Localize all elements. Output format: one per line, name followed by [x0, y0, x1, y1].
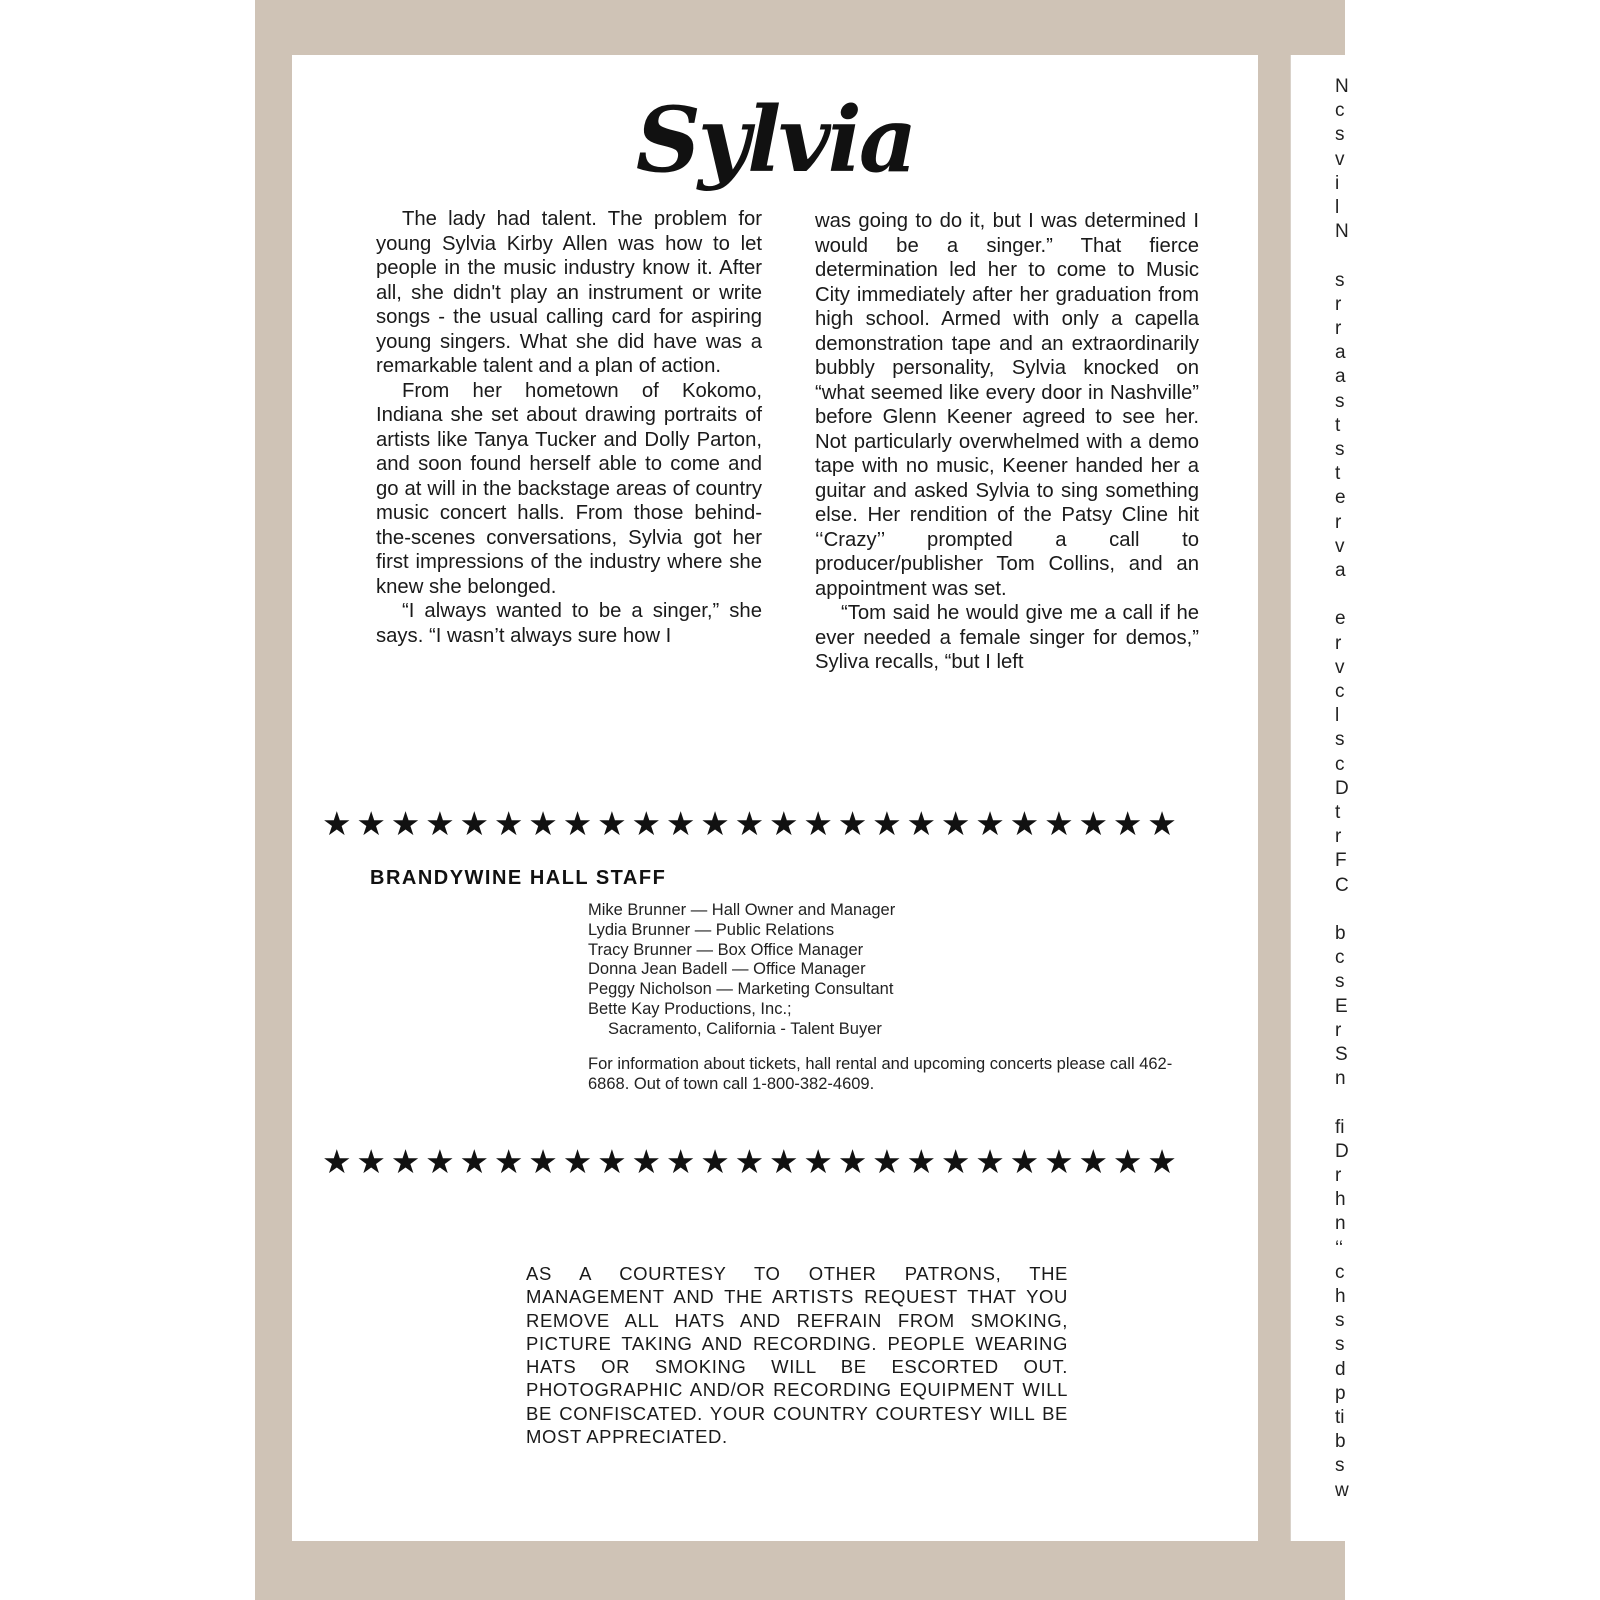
- adjacent-page-fragment: a: [1335, 342, 1346, 364]
- staff-member: Bette Kay Productions, Inc.;: [588, 999, 792, 1018]
- adjacent-page-fragment: s: [1335, 390, 1345, 412]
- contact-info: For information about tickets, hall rental and upcoming concerts please call 462-6868. Out of town call 1-800-382-4609.: [588, 1055, 1173, 1093]
- adjacent-page-fragment: s: [1335, 971, 1345, 993]
- adjacent-page-fragment: b: [1335, 923, 1346, 944]
- adjacent-page-fragment: ti: [1335, 1407, 1345, 1428]
- article-paragraph: The lady had talent. The problem for young Sylvia Kirby Allen was how to let people in the music industry know it. After all, she didn't play an instrument or write songs - the usual calling card for aspiring young singers. What she did have was a remarkable talent and a plan of action.: [376, 208, 762, 377]
- adjacent-page-fragment: r: [1335, 826, 1342, 848]
- article-paragraph: was going to do it, but I was determined I would be a singer.” That fierce determination led her to come to Music City immediately after her graduation from high school. Armed with only a capella demonstration tape and an extraordinarily bubbly personality, Sylvia knocked on “what seemed like every door in Nashville” before Glenn Keener agreed to see her. Not particularly overwhelmed with a demo tape with no music, Keener handed her a guitar and asked Sylvia to sing something else. Her rendition of the Patsy Cline hit ‘‘Crazy’’ prompted a call to producer/publisher Tom Collins, and an appointment was set.: [815, 210, 1199, 600]
- adjacent-page-fragment: e: [1335, 608, 1346, 630]
- adjacent-page-fragment: t: [1335, 802, 1341, 823]
- adjacent-page-fragment: a: [1335, 560, 1346, 581]
- adjacent-page-fragment: h: [1335, 1189, 1346, 1211]
- adjacent-page-fragment: p: [1335, 1382, 1346, 1404]
- star-divider-top: ★★★★★★★★★★★★★★★★★★★★★★★★★: [322, 805, 1182, 842]
- adjacent-page-fragment: b: [1335, 1431, 1346, 1453]
- adjacent-page-fragment: a: [1335, 366, 1346, 388]
- adjacent-page-fragment: c: [1335, 1261, 1345, 1283]
- adjacent-page-fragment: D: [1335, 777, 1349, 799]
- adjacent-page-fragment: s: [1335, 729, 1345, 751]
- adjacent-page-fragment: e: [1335, 487, 1346, 509]
- adjacent-page-fragment: t: [1335, 414, 1341, 436]
- adjacent-page-fragment: r: [1335, 1165, 1342, 1186]
- page-title: Sylvia: [635, 87, 915, 193]
- article-right-column: [815, 209, 1199, 675]
- adjacent-page-fragment: s: [1335, 1310, 1345, 1332]
- adjacent-page-fragment: N: [1335, 221, 1349, 243]
- adjacent-page-fragment: fi: [1335, 1116, 1345, 1138]
- adjacent-page-fragment: v: [1335, 148, 1345, 170]
- staff-member: Lydia Brunner — Public Relations: [588, 920, 835, 939]
- staff-member: Mike Brunner — Hall Owner and Manager: [588, 901, 896, 919]
- adjacent-page-fragment: c: [1335, 100, 1345, 122]
- article-paragraph: “I always wanted to be a singer,” she says. “I wasn’t always sure how I: [376, 600, 762, 647]
- staff-member: Tracy Brunner — Box Office Manager: [588, 940, 864, 959]
- adjacent-page-fragment: r: [1335, 511, 1342, 533]
- adjacent-page-fragment: ‘‘: [1335, 1237, 1344, 1259]
- staff-member: Donna Jean Badell — Office Manager: [588, 960, 866, 979]
- adjacent-page-fragment: D: [1335, 1140, 1349, 1162]
- adjacent-page-fragment: c: [1335, 947, 1345, 969]
- adjacent-page-fragment: c: [1335, 753, 1345, 775]
- adjacent-page-fragment: n: [1335, 1068, 1346, 1090]
- adjacent-page-fragment: C: [1335, 874, 1349, 896]
- adjacent-page-fragment: s: [1335, 269, 1345, 291]
- adjacent-page-fragment: w: [1335, 1479, 1349, 1501]
- adjacent-page-fragment: F: [1335, 850, 1347, 872]
- adjacent-page-fragment: v: [1335, 656, 1345, 678]
- star-divider-bottom: ★★★★★★★★★★★★★★★★★★★★★★★★★: [322, 1143, 1182, 1180]
- article-paragraph: From her hometown of Kokomo, Indiana she set about drawing portraits of artists like Tanya Tucker and Dolly Parton, and soon found herself able to come and go at will in the backstage areas of country music concert halls. From those behind-the-scenes conversations, Sylvia got her first impressions of the industry where she knew she belonged.: [376, 379, 762, 598]
- courtesy-notice: AS A COURTESY TO OTHER PATRONS, THE MANAGEMENT AND THE ARTISTS REQUEST THAT YOU REMOVE ALL HATS AND REFRAIN FROM SMOKING, PICTURE TAKING AND RECORDING. PEOPLE WEARING HATS OR SMOKING WILL BE ESCORTED OUT. PHOTOGRAPHIC AND/OR RECORDING EQUIPMENT WILL BE CONFISCATED. YOUR COUNTRY COURTESY WILL BE MOST APPRECIATED.: [526, 1263, 1068, 1448]
- adjacent-page-fragment: i: [1335, 172, 1340, 194]
- staff-member: Sacramento, California - Talent Buyer: [608, 1019, 882, 1038]
- adjacent-page-fragment: c: [1335, 681, 1345, 702]
- adjacent-page-fragment: r: [1335, 293, 1342, 315]
- staff-heading: BRANDYWINE HALL STAFF: [370, 867, 667, 889]
- adjacent-page-fragment: h: [1335, 1286, 1346, 1307]
- adjacent-page-fragment: r: [1335, 632, 1342, 654]
- adjacent-page-fragment: r: [1335, 318, 1342, 339]
- staff-list: [588, 901, 895, 1040]
- adjacent-page-fragment: s: [1335, 124, 1345, 146]
- adjacent-page-fragment: S: [1335, 1044, 1348, 1065]
- adjacent-page-edge: [1290, 55, 1349, 1541]
- staff-member: Peggy Nicholson — Marketing Consultant: [588, 980, 894, 999]
- adjacent-page-fragment: s: [1335, 439, 1345, 460]
- adjacent-page-fragment: r: [1335, 1019, 1342, 1041]
- adjacent-page-fragment: d: [1335, 1358, 1346, 1380]
- article-left-column: [376, 207, 762, 648]
- program-page: [292, 55, 1258, 1541]
- adjacent-page-fragment: l: [1335, 705, 1340, 727]
- adjacent-page-fragment: v: [1335, 535, 1345, 557]
- adjacent-page-fragment: s: [1335, 1455, 1345, 1477]
- adjacent-page-fragment: s: [1335, 1334, 1345, 1356]
- adjacent-page-fragment: l: [1335, 197, 1340, 218]
- adjacent-page-fragment: t: [1335, 463, 1341, 485]
- adjacent-page-fragment: E: [1335, 995, 1348, 1017]
- adjacent-page-fragment: N: [1335, 76, 1349, 97]
- article-paragraph: “Tom said he would give me a call if he ever needed a female singer for demos,” Syliva recalls, “but I left: [815, 602, 1199, 673]
- adjacent-page-fragment: n: [1335, 1213, 1346, 1235]
